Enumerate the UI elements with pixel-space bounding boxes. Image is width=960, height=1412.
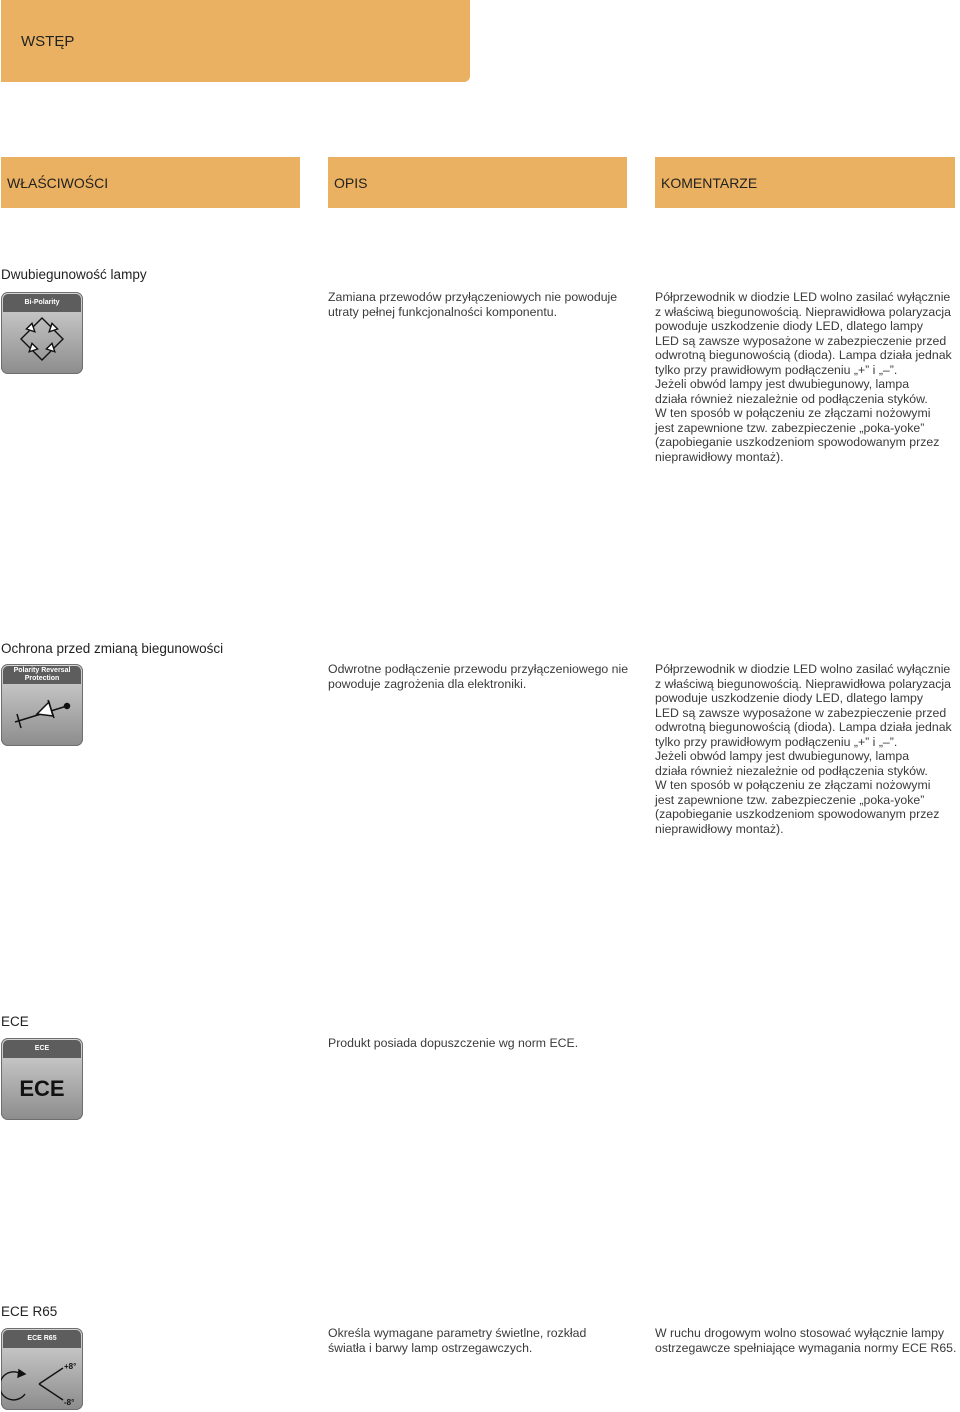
- section-description: Zamiana przewodów przyłączeniowych nie powoduje utraty pełnej funkcjonalności komponentu.: [328, 290, 618, 319]
- badge-label: ECE: [3, 1040, 81, 1058]
- polarity-reversal-badge: [1, 664, 83, 746]
- bi-polarity-badge: [1, 292, 83, 374]
- section-title: ECE: [1, 1014, 29, 1029]
- badge-label: ECE R65: [3, 1330, 81, 1348]
- badge-label: Polarity Reversal Protection: [3, 666, 81, 684]
- column-header-label: OPIS: [334, 174, 368, 191]
- ece-mark-text: ECE: [19, 1076, 65, 1101]
- ece-badge: [1, 1038, 83, 1120]
- diode-icon: [1, 684, 83, 746]
- intro-header: [1, 0, 470, 82]
- ece-r65-badge: [1, 1328, 83, 1410]
- column-header-label: KOMENTARZE: [661, 174, 758, 191]
- column-header-properties: [1, 157, 300, 208]
- column-header-comments: [655, 157, 955, 208]
- intro-title: WSTĘP: [21, 32, 75, 50]
- section-title: Dwubiegunowość lampy: [1, 267, 147, 282]
- bi-polarity-icon: [1, 312, 83, 374]
- beam-angle-icon: [1, 1348, 83, 1410]
- section-comment: Półprzewodnik w diodzie LED wolno zasilać wyłącznie z właściwą biegunowością. Nieprawidłowa polaryzacja powoduje uszkodzenie diody LED, dlatego lampy LED są zawsze wyposażone w zabezpieczenie przed odwrotną biegunowością (dioda). Lampa działa jednak tylko przy prawidłowym podłączeniu „+” i „–”. Jeżeli obwód lampy jest dwubiegunowy, lampa działa również niezależnie od podłączenia styków. W ten sposób w połączeniu ze złączami nożowymi jest zapewnione tzw. zabezpieczenie „poka-yoke” (zapobieganie uszkodzeniom spowodowanym przez nieprawidłowy montaż).: [655, 290, 952, 464]
- beam-plus-label: +8°: [64, 1362, 77, 1371]
- section-description: Określa wymagane parametry świetlne, rozkład światła i barwy lamp ostrzegawczych.: [328, 1326, 587, 1355]
- section-description: Produkt posiada dopuszczenie wg norm ECE.: [328, 1036, 579, 1050]
- section-comment: Półprzewodnik w diodzie LED wolno zasilać wyłącznie z właściwą biegunowością. Nieprawidłowa polaryzacja powoduje uszkodzenie diody LED, dlatego lampy LED są zawsze wyposażone w zabezpieczenie przed odwrotną biegunowością (dioda). Lampa działa jednak tylko przy prawidłowym podłączeniu „+” i „–”. Jeżeli obwód lampy jest dwubiegunowy, lampa działa również niezależnie od podłączenia styków. W ten sposób w połączeniu ze złączami nożowymi jest zapewnione tzw. zabezpieczenie „poka-yoke” (zapobieganie uszkodzeniom spowodowanym przez nieprawidłowy montaż).: [655, 662, 952, 836]
- beam-minus-label: -8°: [64, 1398, 75, 1407]
- column-header-label: WŁAŚCIWOŚCI: [7, 174, 109, 191]
- section-title: Ochrona przed zmianą biegunowości: [1, 641, 224, 656]
- column-header-description: [328, 157, 627, 208]
- ece-mark-icon: [1, 1058, 83, 1120]
- badge-label: Bi-Polarity: [3, 294, 81, 312]
- section-comment: W ruchu drogowym wolno stosować wyłącznie lampy ostrzegawcze spełniające wymagania normy ECE R65.: [655, 1326, 957, 1355]
- section-description: Odwrotne podłączenie przewodu przyłączeniowego nie powoduje zagrożenia dla elektroniki.: [328, 662, 629, 691]
- section-title: ECE R65: [1, 1304, 58, 1319]
